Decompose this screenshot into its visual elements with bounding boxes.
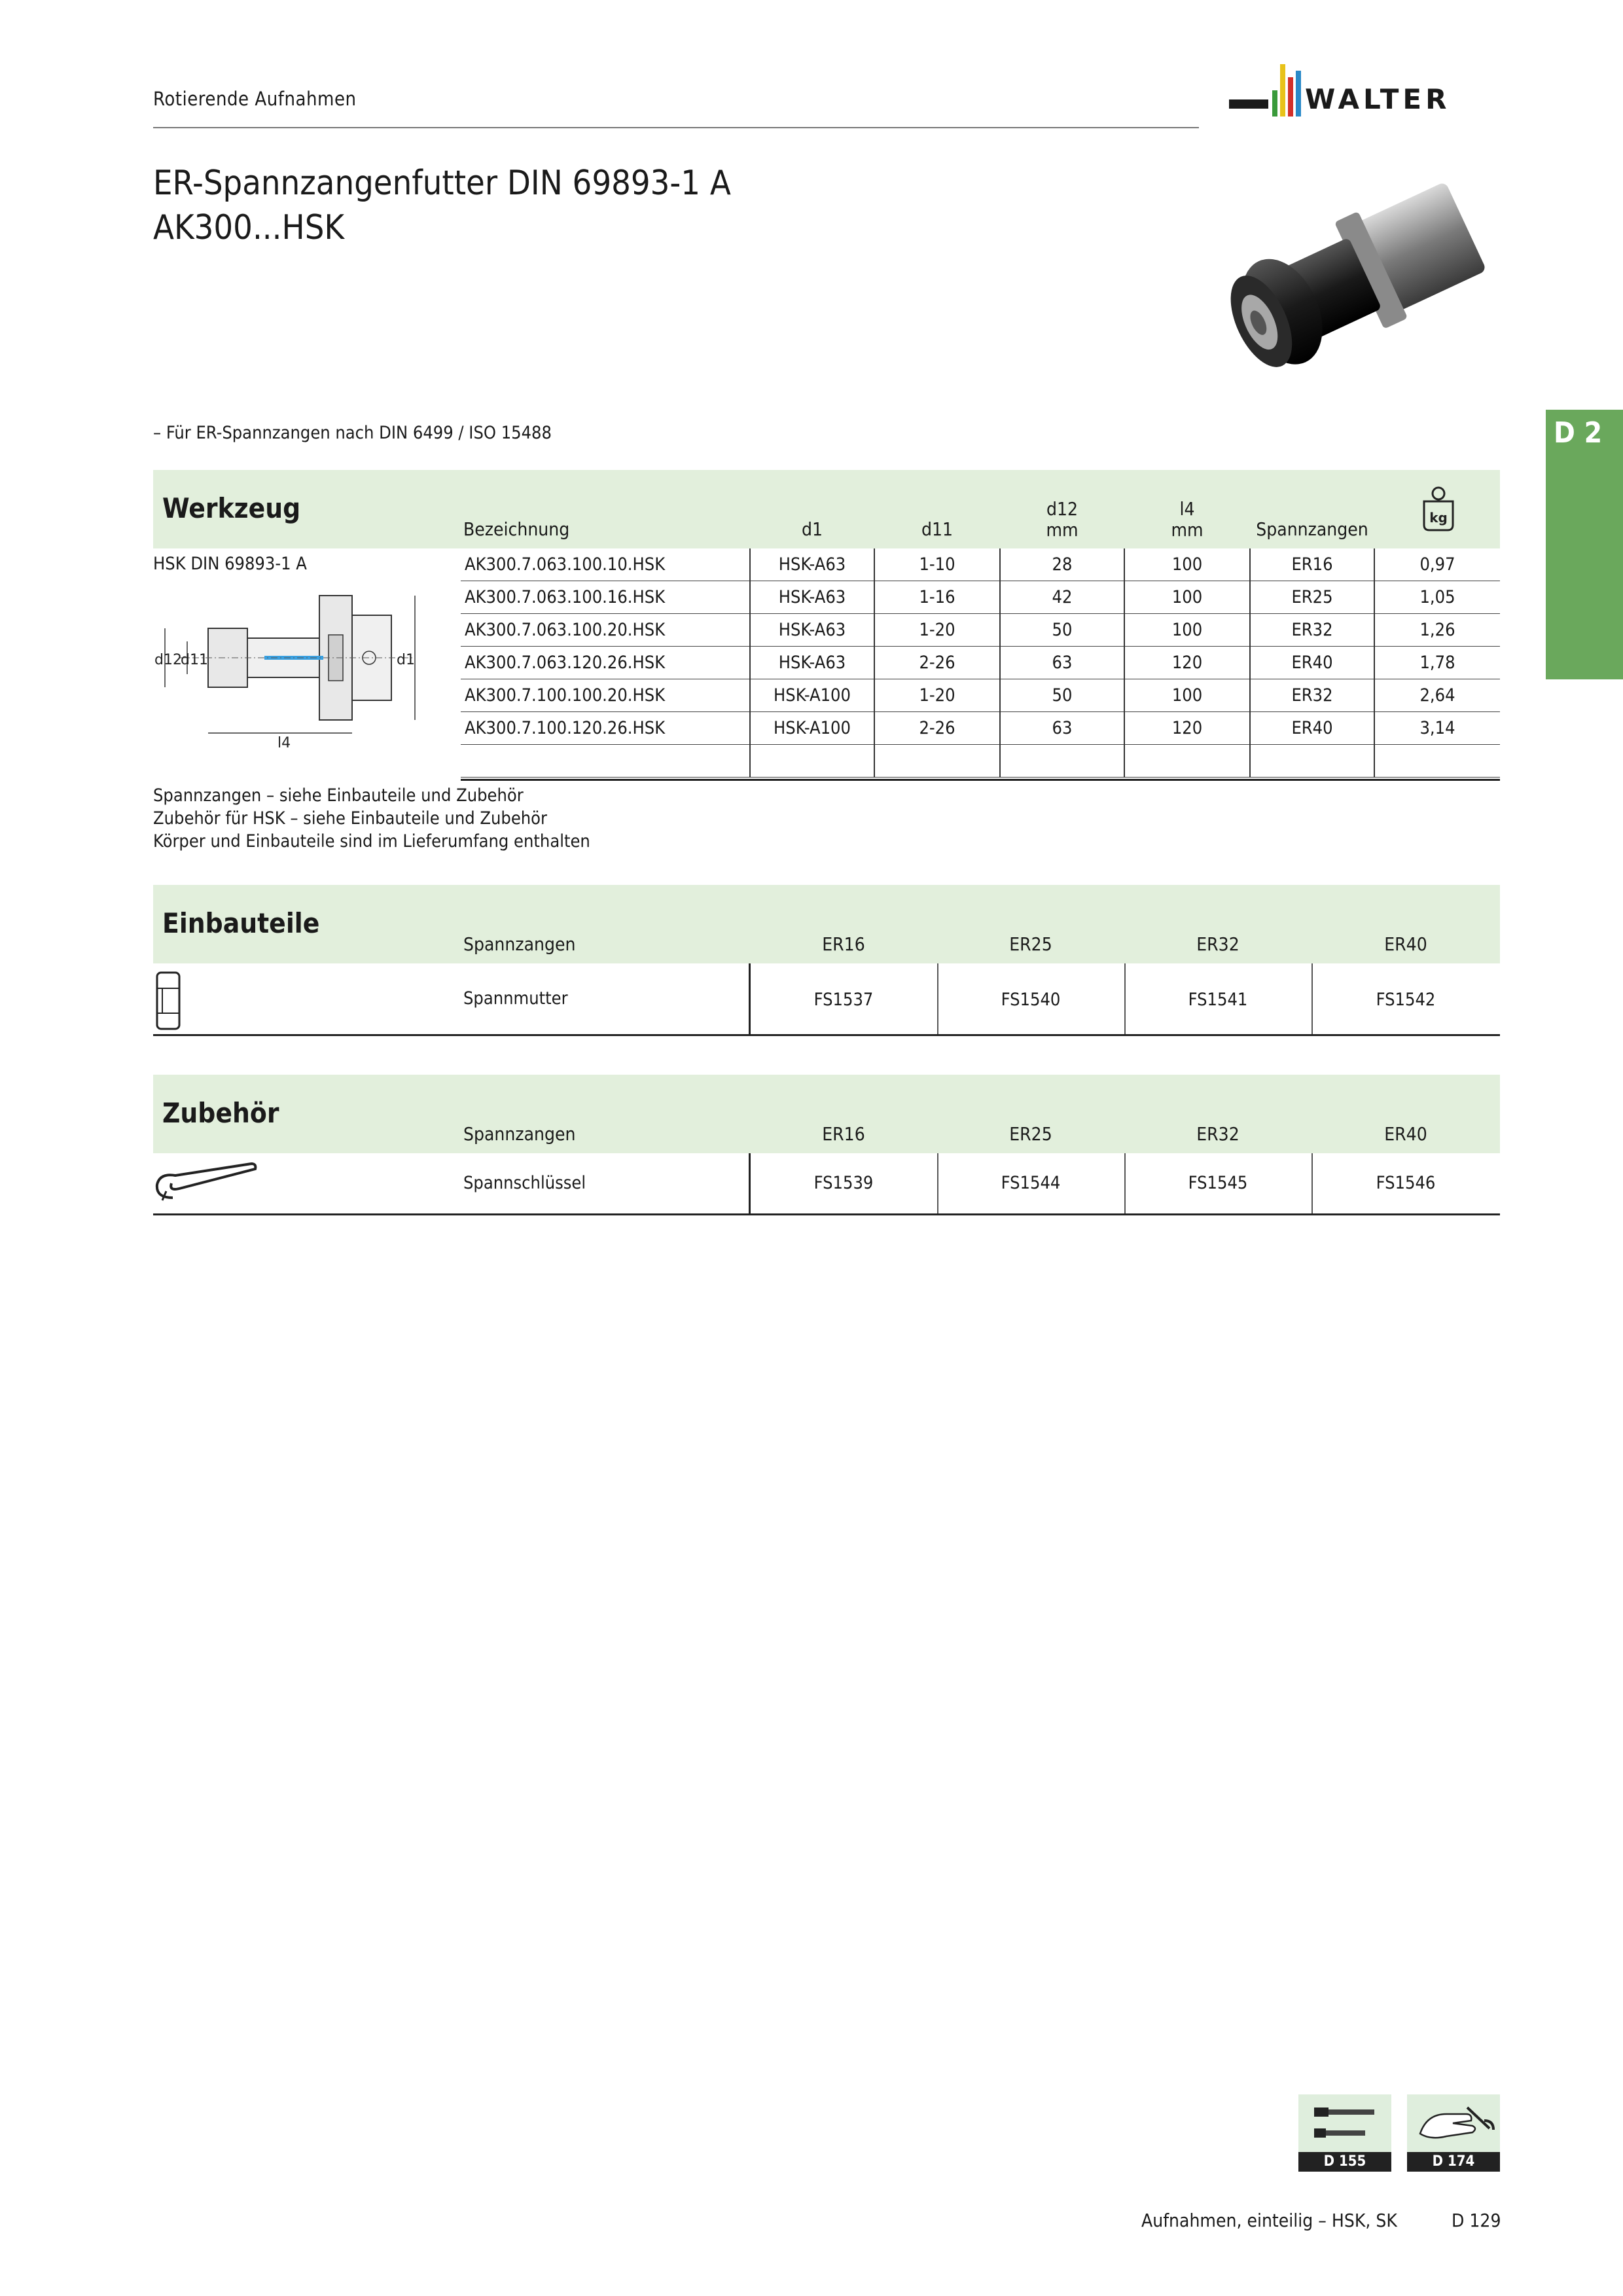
zubehoer-value: FS1546 [1376,1173,1436,1193]
svg-text:l4: l4 [277,735,291,751]
nut-icon [153,969,186,1034]
table-cell [1250,745,1374,778]
feature-note: – Für ER-Spannzangen nach DIN 6499 / ISO 15488 [153,423,552,443]
einbauteile-title: Einbauteile [162,907,320,939]
title-line-2: AK300...HSK [153,208,345,247]
table-cell: 1-16 [874,581,1000,614]
table-cell: 120 [1124,712,1250,745]
table-cell: HSK-A63 [750,581,874,614]
table-cell: 100 [1124,679,1250,712]
table-cell [1000,745,1124,778]
weight-icon [1419,484,1458,537]
table-cell: AK300.7.063.100.10.HSK [461,548,750,581]
werkzeug-table [461,548,1500,778]
walter-logo [1224,60,1499,126]
table-cell: 1-20 [874,679,1000,712]
zubehoer-col-er25: ER25 [1009,1123,1052,1145]
table-cell: ER40 [1250,647,1374,679]
table-row [461,712,1500,745]
hand-wrench-icon [1407,2094,1500,2152]
col-header-spannzangen: Spannzangen [1256,518,1368,540]
table-cell: 50 [1000,614,1124,647]
werkzeug-title: Werkzeug [162,492,301,524]
crossref-d155[interactable] [1298,2094,1391,2152]
einbauteile-col-label: Spannzangen [463,933,576,955]
zubehoer-title: Zubehör [162,1097,279,1129]
table-cell: 1,78 [1374,647,1500,679]
table-cell [1374,745,1500,778]
table-cell: 42 [1000,581,1124,614]
col-header-l4: l4 mm [1171,498,1204,541]
werkzeug-notes [153,784,590,853]
table-cell: 28 [1000,548,1124,581]
table-cell: 2,64 [1374,679,1500,712]
table-row [461,679,1500,712]
table-cell: HSK-A63 [750,647,874,679]
einbauteile-col-er16: ER16 [822,933,865,955]
table-row [461,581,1500,614]
section-label: Rotierende Aufnahmen [153,88,357,110]
table-cell: 100 [1124,548,1250,581]
table-cell: HSK-A100 [750,679,874,712]
table-row [461,647,1500,679]
screw-icon [1298,2094,1391,2152]
chapter-tab[interactable] [1546,410,1623,679]
svg-text:d1: d1 [397,652,415,668]
page-title [153,161,731,250]
table-cell: 2-26 [874,647,1000,679]
col-header-d1: d1 [801,518,823,540]
table-cell: 1,05 [1374,581,1500,614]
crossref-d174[interactable] [1407,2094,1500,2152]
table-cell: 100 [1124,581,1250,614]
table-cell: 2-26 [874,712,1000,745]
table-cell: AK300.7.100.100.20.HSK [461,679,750,712]
col-header-d12: d12 mm [1046,498,1079,541]
einbauteile-col-er32: ER32 [1196,933,1240,955]
einbauteile-value: FS1541 [1188,990,1248,1010]
table-cell: AK300.7.100.120.26.HSK [461,712,750,745]
crossref-d174-label[interactable]: D 174 [1407,2152,1500,2172]
table-cell [1124,745,1250,778]
zubehoer-value: FS1544 [1001,1173,1061,1193]
table-cell [461,745,750,778]
hook-wrench-icon [153,1158,258,1211]
einbauteile-col-er40: ER40 [1384,933,1427,955]
note-line: Zubehör für HSK – siehe Einbauteile und Zubehör [153,808,548,829]
svg-text:d12: d12 [154,652,182,668]
header-rule [153,127,1199,128]
note-line: Körper und Einbauteile sind im Lieferumfang enthalten [153,831,590,852]
svg-text:kg: kg [1429,510,1448,526]
zubehoer-value: FS1545 [1188,1173,1248,1193]
svg-text:d11: d11 [181,652,208,668]
table-cell: AK300.7.063.100.20.HSK [461,614,750,647]
table-cell: ER25 [1250,581,1374,614]
technical-drawing [153,576,454,772]
crossref-d155-label[interactable]: D 155 [1298,2152,1391,2172]
table-cell: ER16 [1250,548,1374,581]
table-cell: ER32 [1250,614,1374,647]
title-line-1: ER-Spannzangenfutter DIN 69893-1 A [153,164,731,203]
note-line: Spannzangen – siehe Einbauteile und Zubehör [153,785,524,806]
table-cell: ER40 [1250,712,1374,745]
table-cell: ER32 [1250,679,1374,712]
table-cell: HSK-A63 [750,548,874,581]
einbauteile-value: FS1537 [813,990,874,1010]
table-cell: HSK-A100 [750,712,874,745]
table-cell: 1-10 [874,548,1000,581]
table-cell: 1,26 [1374,614,1500,647]
product-photo [1191,157,1518,406]
table-cell: 50 [1000,679,1124,712]
zubehoer-col-label: Spannzangen [463,1123,576,1145]
einbauteile-value: FS1540 [1001,990,1061,1010]
table-cell: AK300.7.063.120.26.HSK [461,647,750,679]
zubehoer-bottom-rule [153,1213,1500,1215]
col-header-bezeichnung: Bezeichnung [463,518,570,540]
table-cell [874,745,1000,778]
table-cell: AK300.7.063.100.16.HSK [461,581,750,614]
zubehoer-col-er40: ER40 [1384,1123,1427,1145]
footer-chapter: Aufnahmen, einteilig – HSK, SK [1141,2210,1397,2231]
drawing-label: HSK DIN 69893-1 A [153,554,307,574]
table-cell: HSK-A63 [750,614,874,647]
col-header-d11: d11 [921,518,954,540]
table-cell: 63 [1000,647,1124,679]
zubehoer-row-label: Spannschlüssel [463,1173,586,1193]
table-cell: 120 [1124,647,1250,679]
table-cell: 63 [1000,712,1124,745]
table-cell: 0,97 [1374,548,1500,581]
einbauteile-value: FS1542 [1376,990,1436,1010]
table-row [461,548,1500,581]
table-row [461,614,1500,647]
werkzeug-table-bottom-rule [461,779,1500,781]
footer-page-number: D 129 [1452,2210,1501,2231]
einbauteile-bottom-rule [153,1034,1500,1036]
chapter-tab-label: D 2 [1554,416,1603,450]
table-cell: 1-20 [874,614,1000,647]
table-row-empty [461,745,1500,778]
table-cell [750,745,874,778]
zubehoer-col-er32: ER32 [1196,1123,1240,1145]
table-cell: 3,14 [1374,712,1500,745]
einbauteile-col-er25: ER25 [1009,933,1052,955]
einbauteile-row-label: Spannmutter [463,988,568,1009]
table-cell: 100 [1124,614,1250,647]
zubehoer-col-er16: ER16 [822,1123,865,1145]
brand-wordmark: WALTER [1305,83,1451,115]
zubehoer-value: FS1539 [813,1173,874,1193]
